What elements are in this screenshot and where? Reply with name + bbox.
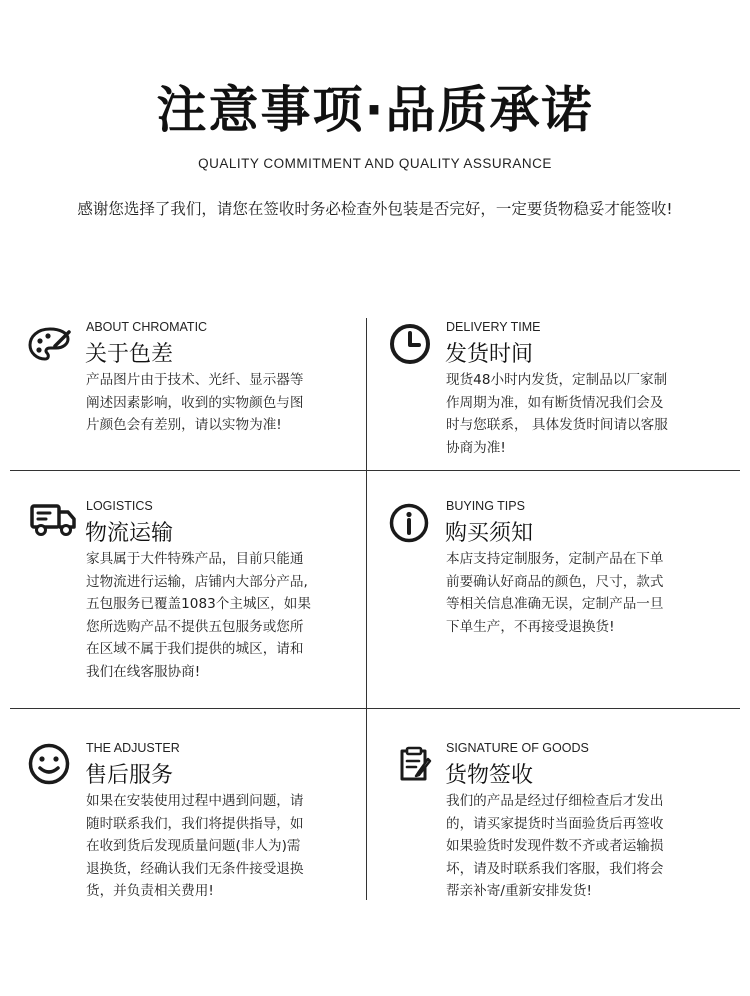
page-title: 注意事项·品质承诺 [156,81,594,139]
signature-icon [398,745,432,783]
info-icon [388,502,430,544]
section-body: 产品图片由于技术、光纤、显示器等 阐述因素影响，收到的实物颜色与图 片颜色会有差别，请以实物为准! [86,372,304,433]
page-subtitle: QUALITY COMMITMENT AND QUALITY ASSURANCE [198,156,552,171]
section-en-title: ABOUT CHROMATIC [86,320,208,334]
section-zh-title: 购买须知 [445,521,534,546]
section-body: 如果在安装使用过程中遇到问题，请 随时联系我们，我们将提供指导，如 在收到货后发现质量问题(非人为)需 退换货，经确认我们无条件接受退换 货，并负责相关费用! [86,793,304,899]
clock-icon [388,322,432,366]
section-zh-title: 发货时间 [445,342,534,367]
truck-icon [29,502,77,538]
section-zh-title: 货物签收 [445,763,534,788]
smiley-icon [27,742,71,786]
section-body: 现货48小时内发货，定制品以厂家制 作周期为准，如有断货情况我们会及 时与您联系， 具体发货时间请以客服 协商为准! [446,372,668,456]
divider-2 [10,708,740,709]
section-body: 家具属于大件特殊产品，目前只能通 过物流进行运输，店铺内大部分产品, 五包服务已覆盖1083个主城区，如果 您所选购产品不提供五包服务或您所 在区域不属于我们提供的城区，请和 我们在线客服协商! [86,551,311,680]
section-en-title: SIGNATURE OF GOODS [446,741,589,755]
section-zh-title: 关于色差 [85,342,174,367]
center-divider [366,318,367,900]
divider-1 [10,470,740,471]
section-body: 本店支持定制服务，定制产品在下单 前要确认好商品的颜色，尺寸，款式 等相关信息准确无误，定制产品一旦 下单生产，不再接受退换货! [446,551,664,635]
section-zh-title: 物流运输 [85,521,174,546]
section-en-title: BUYING TIPS [446,499,525,513]
palette-icon [27,326,73,362]
section-body: 我们的产品是经过仔细检查后才发出 的，请买家提货时当面验货后再签收 如果验货时发现件数不齐或者运输损 坏，请及时联系我们客服，我们将会 帮亲补寄/重新安排发货! [446,793,664,899]
section-zh-title: 售后服务 [85,763,174,788]
section-en-title: LOGISTICS [86,499,153,513]
section-en-title: THE ADJUSTER [86,741,180,755]
section-en-title: DELIVERY TIME [446,320,541,334]
intro-text: 感谢您选择了我们，请您在签收时务必检查外包装是否完好，一定要货物稳妥才能签收! [77,200,673,218]
